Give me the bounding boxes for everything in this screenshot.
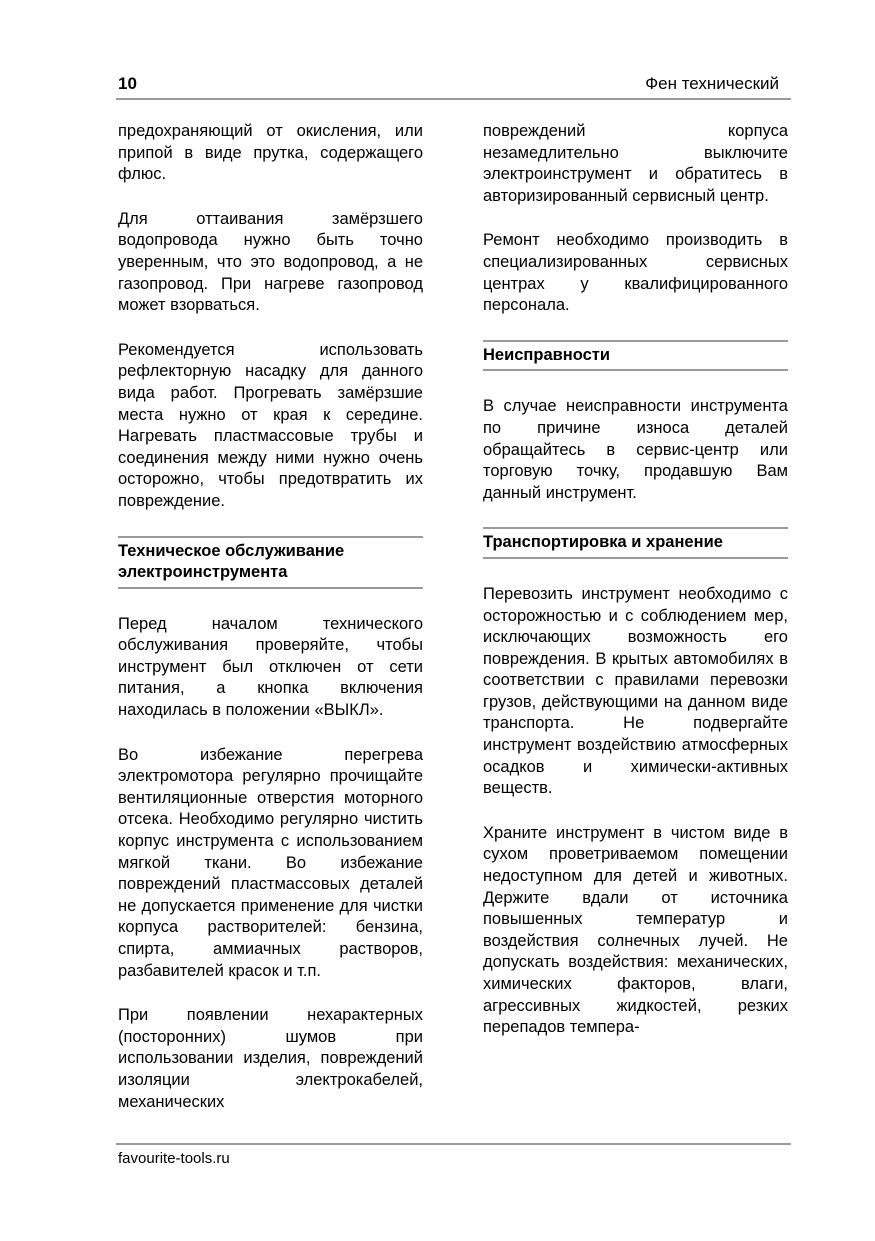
page-number: 10 [118,74,137,93]
paragraph: Храните инструмент в чистом виде в сухом проветриваемом помещении недоступном для детей и животных. Держите вдали от источника повышенных температур и воздействия солнечных лучей. Не допускать воздействия: механических, химических факторов, влаги, агрессивных жидкостей, резких перепадов темпера- [483,823,788,1037]
paragraph: Рекомендуется использовать рефлекторную насадку для данного вида работ. Прогревать замёрзшие места нужно от края к середине. Нагревать пластмассовые трубы и соединения между ними нужно очень осторожно, чтобы предотвратить их повреждение. [118,340,423,510]
page-header [116,74,791,98]
left-column [118,121,423,1136]
footer-site: favourite-tools.ru [118,1150,230,1167]
paragraph: Перевозить инструмент необходимо с осторожностью и с соблюдением мер, исключающих возможность его повреждения. В крытых автомобилях в соответствии с правилами перевозки грузов, действующими на данном виде транспорта. Не подвергайте инструмент воздействию атмосферных осадков и химически-активных веществ. [483,584,788,798]
paragraph: Ремонт необходимо производить в специализированных сервисных центрах у квалифицированного персонала. [483,231,788,315]
paragraph: В случае неисправности инструмента по причине износа деталей обращайтесь в сервис-центр или торговую точку, продавшую Вам данный инструмент. [483,397,788,502]
section-heading-maintenance: Техническое обслуживание электроинструмента [118,536,423,589]
header-rule [116,98,791,100]
paragraph: При появлении нехарактерных (посторонних) шумов при использовании изделия, повреждений изоляции электрокабелей, механических [118,1006,423,1111]
paragraph: Во избежание перегрева электромотора регулярно прочищайте вентиляционные отверстия моторного отсека. Необходимо регулярно чистить корпус инструмента с использованием мягкой ткани. Во избежание повреждений пластмассовых деталей не допускается применение для чистки корпуса растворителей: бензина, спирта, аммиачных растворов, разбавителей красок и т.п. [118,745,423,980]
footer-rule [116,1143,791,1145]
section-heading-transport: Транспортировка и хранение [483,527,788,559]
paragraph: Для оттаивания замёрзшего водопровода нужно быть точно уверенным, что это водопровод, а не газопровод. При нагреве газопровод может взорваться. [118,209,423,315]
document-title: Фен технический [645,74,779,93]
section-heading-faults: Неисправности [483,340,788,372]
paragraph: предохраняющий от окисления, или припой в виде прутка, содержащего флюс. [118,122,423,184]
right-column [483,121,788,1062]
paragraph: Перед началом технического обслуживания проверяйте, чтобы инструмент был отключен от сети питания, а кнопка включения находилась в положении «ВЫКЛ». [118,614,423,720]
paragraph: повреждений корпуса незамедлительно выключите электроинструмент и обратитесь в авторизированный сервисный центр. [483,122,788,205]
